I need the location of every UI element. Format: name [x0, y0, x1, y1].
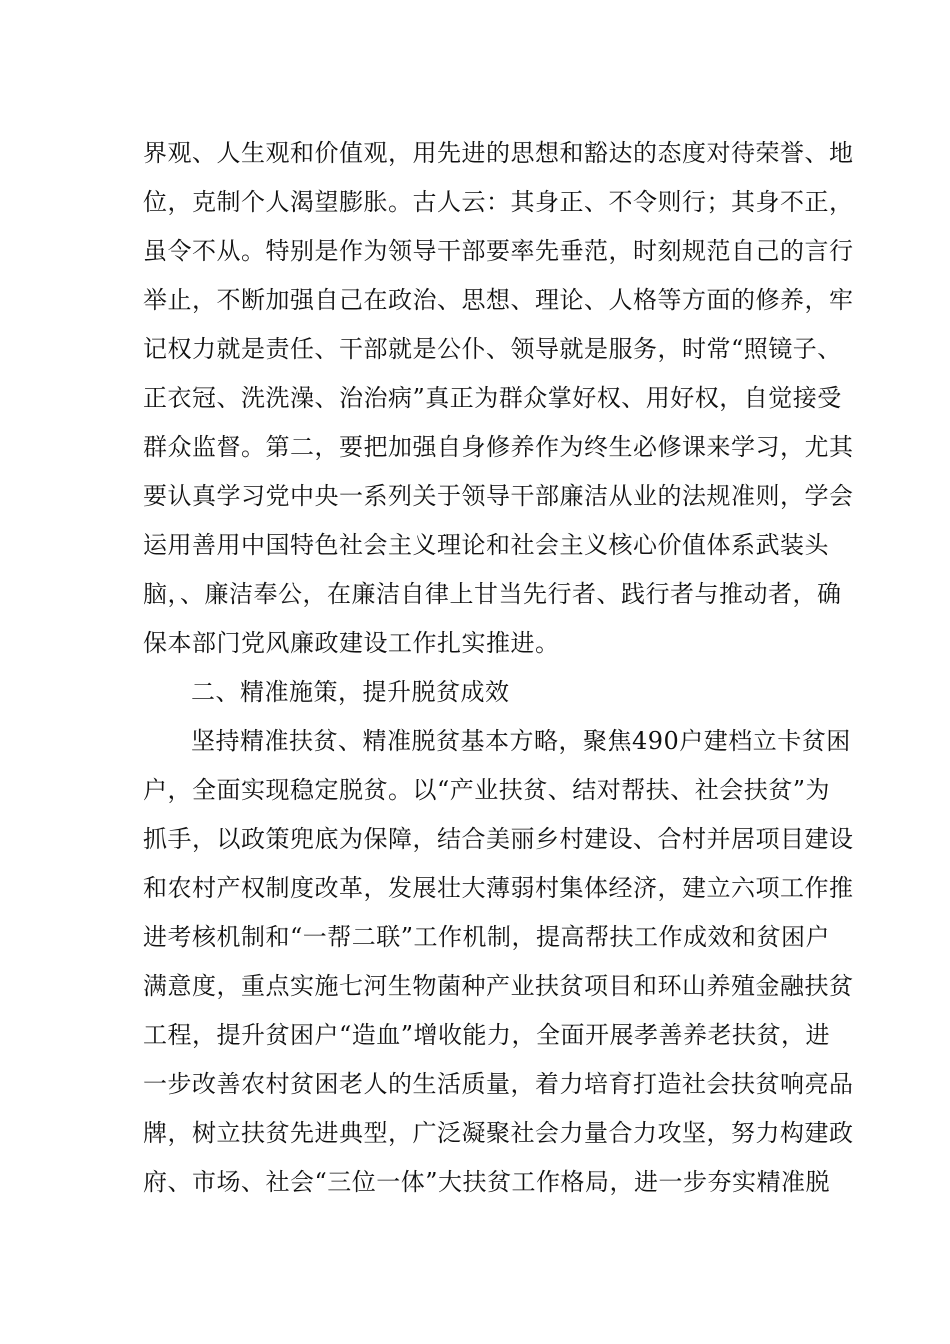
text-line: 府、市场、社会“三位一体”大扶贫工作格局，进一步夯实精准脱	[143, 1168, 831, 1196]
text-line: 群众监督。第二，要把加强自身修养作为终生必修课来学习，尤其	[143, 433, 854, 461]
text-line: 正衣冠、洗洗澡、治治病”真正为群众掌好权、用好权，自觉接受	[143, 384, 842, 412]
text-line: 坚持精准扶贫、精准脱贫基本方略，聚焦490户建档立卡贫困	[191, 727, 851, 755]
text-line: 一步改善农村贫困老人的生活质量，着力培育打造社会扶贫响亮品	[143, 1070, 854, 1098]
text-line: 要认真学习党中央一系列关于领导干部廉洁从业的法规准则，学会	[143, 482, 854, 510]
text-line: 和农村产权制度改革，发展壮大薄弱村集体经济，建立六项工作推	[143, 874, 854, 902]
text-line: 界观、人生观和价值观，用先进的思想和豁达的态度对待荣誉、地	[143, 139, 854, 167]
text-line: 满意度，重点实施七河生物菌种产业扶贫项目和环山养殖金融扶贫	[143, 972, 854, 1000]
text-line: 虽令不从。特别是作为领导干部要率先垂范，时刻规范自己的言行	[143, 237, 854, 265]
text-line: 工程，提升贫困户“造血”增收能力，全面开展孝善养老扶贫，进	[143, 1021, 831, 1049]
text-line: 保本部门党风廉政建设工作扎实推进。	[143, 629, 560, 657]
text-line: 进考核机制和“一帮二联”工作机制，提高帮扶工作成效和贫困户	[143, 923, 831, 951]
section-heading: 二、精准施策，提升脱贫成效	[191, 678, 510, 706]
text-line: 运用善用中国特色社会主义理论和社会主义核心价值体系武装头	[143, 531, 829, 559]
text-line: 户，全面实现稳定脱贫。以“产业扶贫、结对帮扶、社会扶贫”为	[143, 776, 831, 804]
text-line: 抓手，以政策兜底为保障，结合美丽乡村建设、合村并居项目建设	[143, 825, 854, 853]
text-line: 记权力就是责任、干部就是公仆、领导就是服务，时常“照镜子、	[143, 335, 842, 363]
text-line: 脑，、廉洁奉公，在廉洁自律上甘当先行者、践行者与推动者，确	[143, 580, 842, 608]
text-line: 牌，树立扶贫先进典型，广泛凝聚社会力量合力攻坚，努力构建政	[143, 1119, 854, 1147]
text-line: 举止，不断加强自己在政治、思想、理论、人格等方面的修养，牢	[143, 286, 854, 314]
text-line: 位，克制个人渴望膨胀。古人云：其身正、不令则行；其身不正，	[143, 188, 854, 216]
